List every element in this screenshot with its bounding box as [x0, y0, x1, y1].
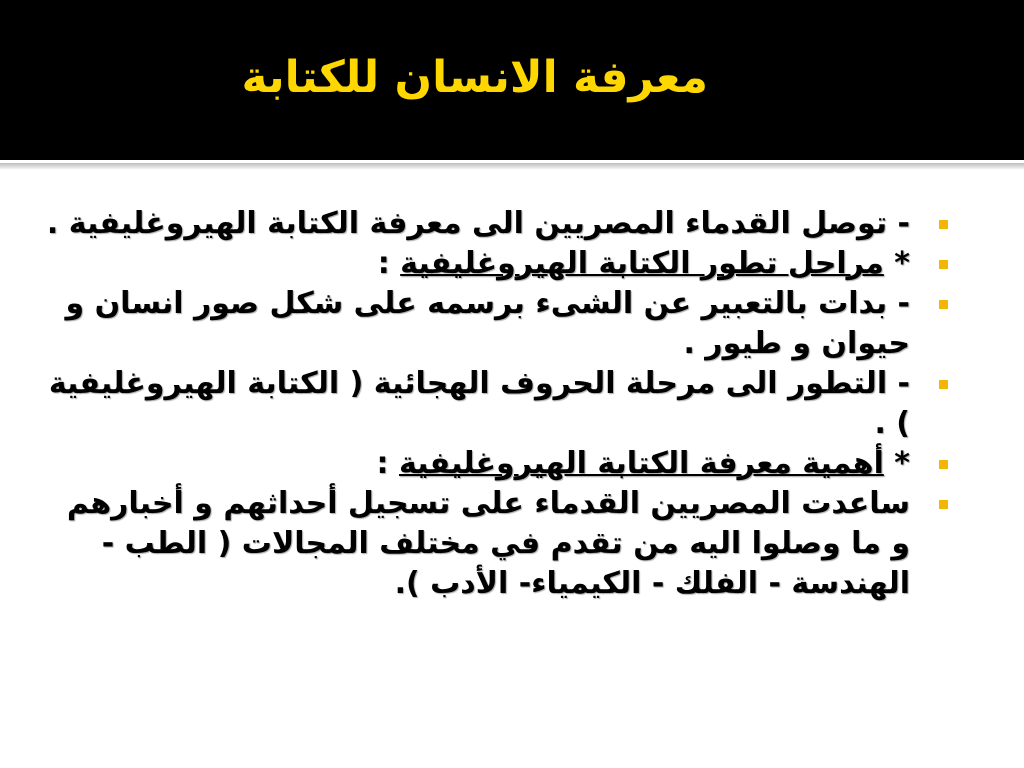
bullet-list — [40, 204, 958, 604]
bullet-text: - التطور الى مرحلة الحروف الهجائية ( الكتابة الهيروغليفية ) . — [48, 366, 910, 441]
bullet-item-5 — [40, 444, 958, 484]
bullet-item-3 — [40, 284, 958, 364]
bullet-text: ساعدت المصريين القدماء على تسجيل أحداثهم و أخبارهم و ما وصلوا اليه من تقدم في مختلف المجالات ( الطب - الهندسة - الفلك - الكيمياء- الأدب ). — [66, 486, 910, 601]
bullet-prefix: * — [883, 446, 910, 481]
bullet-item-2 — [40, 244, 958, 284]
square-bullet-icon — [939, 500, 948, 509]
slide-content — [40, 204, 958, 604]
bullet-suffix: : — [376, 446, 399, 481]
bullet-item-1 — [40, 204, 958, 244]
square-bullet-icon — [939, 380, 948, 389]
section-heading: أهمية معرفة الكتابة الهيروغليفية — [398, 446, 884, 481]
square-bullet-icon — [939, 220, 948, 229]
square-bullet-icon — [939, 300, 948, 309]
title-divider — [0, 163, 1024, 169]
square-bullet-icon — [939, 460, 948, 469]
bullet-item-6 — [40, 484, 958, 604]
bullet-text: - توصل القدماء المصريين الى معرفة الكتابة الهيروغليفية . — [46, 206, 910, 241]
slide-title: معرفة الانسان للكتابة — [241, 52, 708, 103]
bullet-suffix: : — [377, 246, 401, 281]
bullet-prefix: * — [883, 246, 910, 281]
bullet-item-4 — [40, 364, 958, 444]
bullet-text: - بدات بالتعبير عن الشىء برسمه على شكل صور انسان و حيوان و طيور . — [65, 286, 910, 361]
square-bullet-icon — [939, 260, 948, 269]
section-heading: مراحل تطور الكتابة الهيروغليفية — [400, 246, 884, 281]
